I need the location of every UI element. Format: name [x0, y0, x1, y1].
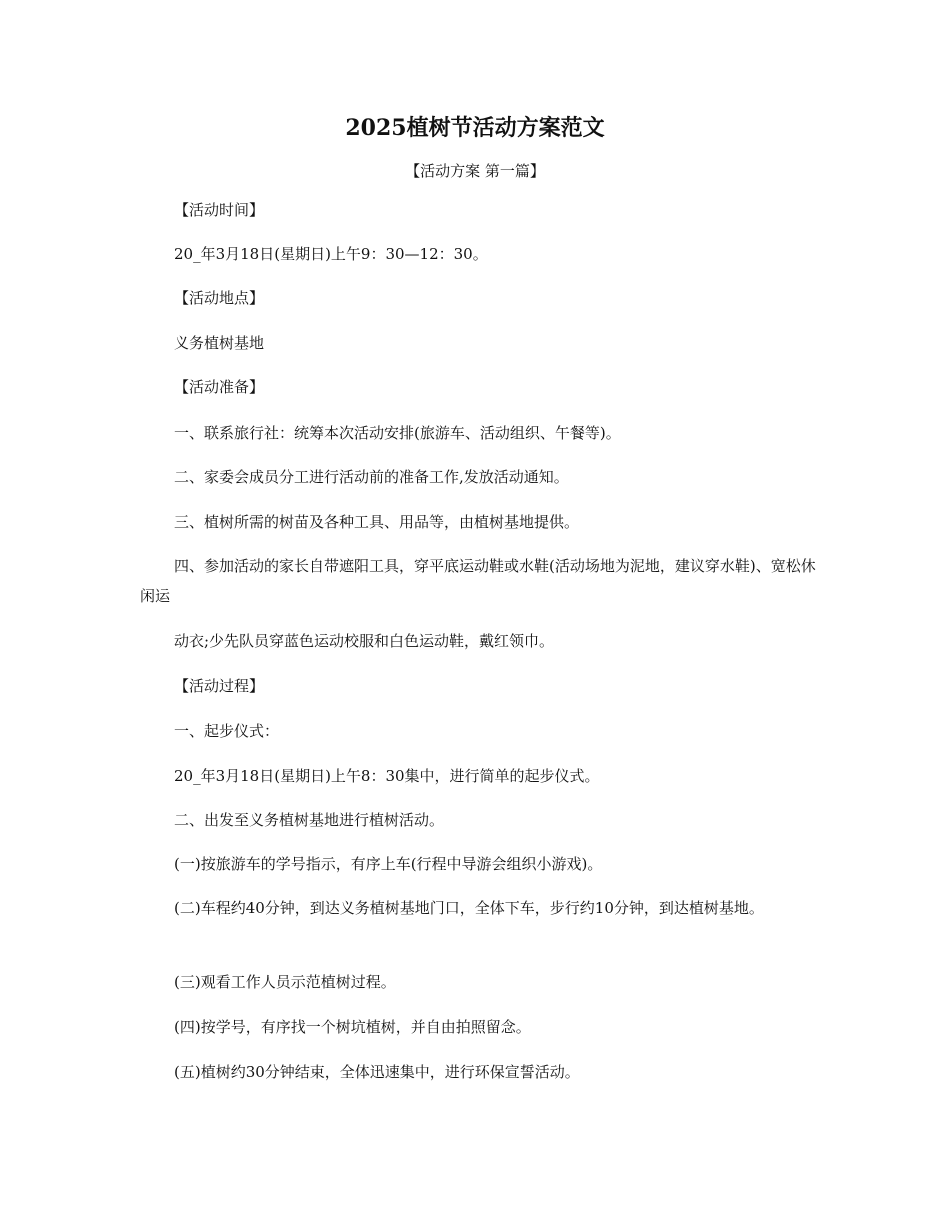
- paragraph-process-2-c: (三)观看工作人员示范植树过程。: [174, 973, 396, 991]
- paragraph-prep-2: 二、家委会成员分工进行活动前的准备工作,发放活动通知。: [174, 468, 569, 486]
- paragraph-prep-4-continued: 动衣;少先队员穿蓝色运动校服和白色运动鞋，戴红领巾。: [174, 632, 555, 650]
- document-title: 2025植树节活动方案范文: [345, 115, 605, 141]
- paragraph-time: 20_年3月18日(星期日)上午9：30—12：30。: [174, 245, 488, 263]
- paragraph-process-1: 一、起步仪式：: [174, 722, 280, 740]
- document-subtitle: 【活动方案 第一篇】: [405, 162, 545, 180]
- section-heading-preparation: 【活动准备】: [174, 378, 265, 396]
- paragraph-process-2-e: (五)植树约30分钟结束，全体迅速集中，进行环保宣誓活动。: [174, 1063, 580, 1081]
- section-heading-time: 【活动时间】: [174, 201, 265, 219]
- paragraph-prep-3: 三、植树所需的树苗及各种工具、用品等，由植树基地提供。: [174, 513, 580, 531]
- paragraph-process-1-detail: 20_年3月18日(星期日)上午8：30集中，进行简单的起步仪式。: [174, 767, 600, 785]
- section-heading-location: 【活动地点】: [174, 289, 265, 307]
- paragraph-location: 义务植树基地: [174, 334, 265, 352]
- paragraph-process-2-d: (四)按学号，有序找一个树坑植树，并自由拍照留念。: [174, 1018, 531, 1036]
- section-heading-process: 【活动过程】: [174, 677, 265, 695]
- paragraph-process-2-a: (一)按旅游车的学号指示，有序上车(行程中导游会组织小游戏)。: [174, 855, 603, 873]
- paragraph-prep-4: 四、参加活动的家长自带遮阳工具，穿平底运动鞋或水鞋(活动场地为泥地，建议穿水鞋)、宽松休闲运: [140, 557, 816, 605]
- paragraph-process-2: 二、出发至义务植树基地进行植树活动。: [174, 811, 445, 829]
- paragraph-process-2-b: (二)车程约40分钟，到达义务植树基地门口，全体下车，步行约10分钟，到达植树基地。: [174, 899, 764, 917]
- paragraph-prep-1: 一、联系旅行社：统筹本次活动安排(旅游车、活动组织、午餐等)。: [174, 424, 621, 442]
